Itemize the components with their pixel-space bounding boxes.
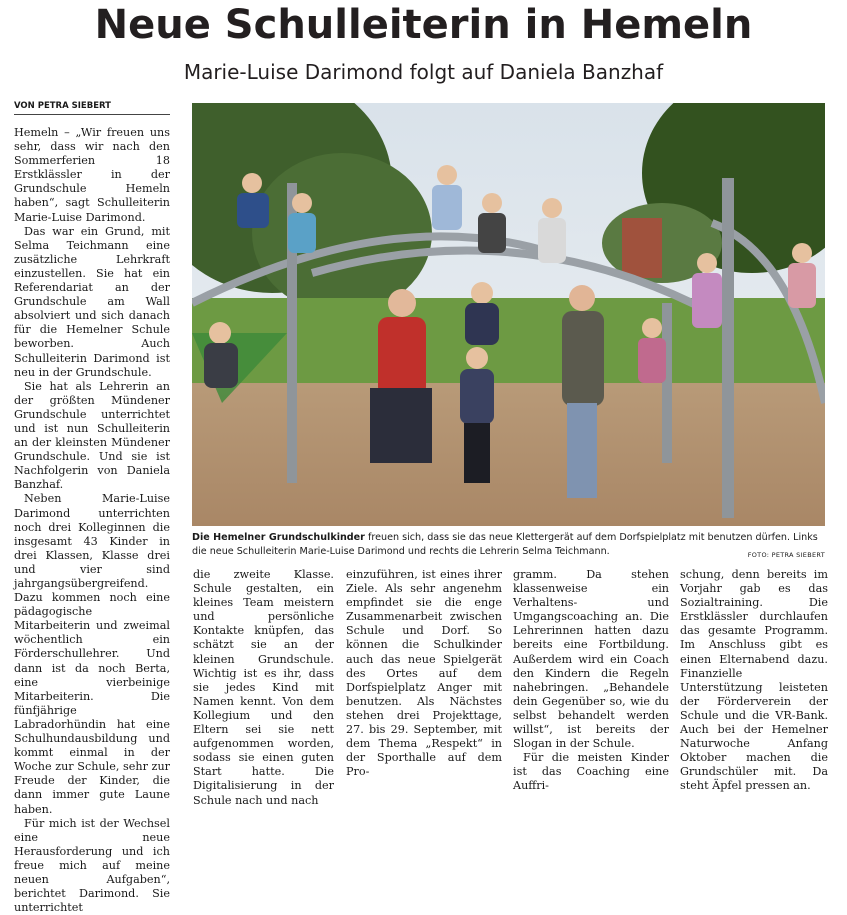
paragraph: Hemeln – „Wir freuen uns sehr, dass wir nach den Sommerferien 18 Erstklässler in der Grundschule Hemeln haben“, sagt Schulleiterin Marie-Luise Darimond. <box>14 126 170 224</box>
paragraph: Neben Marie-Luise Darimond unterrichten noch drei Kolleginnen die insgesamt 43 Kinder in drei Klassen, Klasse drei und vier sind jahrgangsübergreifend. Dazu kommen noch eine pädagogische Mitarbeiterin und zweimal wöchentlich ein Förderschullehrer. Und dann ist da noch Berta, eine vierbeinige Mitarbeiterin. Die fünfjährige Labradorhündin hat eine Schulhundausbildung und kommt einmal in der Woche zur Schule, sehr zur Freude der Kinder, die dann immer gute Laune haben. <box>14 492 170 816</box>
paragraph: Sie hat als Lehrerin an der größten Mündener Grundschule unterrichtet und ist nun Schulleiterin an der kleinsten Mündener Grundschule. Und sie ist Nachfolgerin von Daniela Banzhaf. <box>14 379 170 492</box>
article-column-4 <box>513 568 669 794</box>
paragraph: schung, denn bereits im Vorjahr gab es das Sozialtraining. Die Erstklässler durchlaufen das gesamte Programm. Im Anschluss gibt es einen Elternabend dazu. Finanzielle Unterstützung leisteten der Förderverein der Schule und die VR-Bank. Auch bei der Hemelner Naturwoche Anfang Oktober machen die Grundschüler mit. Da steht Äpfel pressen an. <box>680 568 828 793</box>
article-column-1 <box>14 126 170 915</box>
article-column-2 <box>193 568 334 808</box>
caption-lead: Die Hemelner Grundschulkinder <box>192 532 365 543</box>
paragraph: Für mich ist der Wechsel eine neue Herausforderung und ich freue mich auf meine neuen Aufgaben“, berichtet Darimond. Sie unterrichtet <box>14 816 170 915</box>
paragraph: gramm. Da stehen klassenweise ein Verhaltens- und Umgangscoaching an. Die Lehrerinnen hatten dazu bereits eine Fortbildung. Außerdem wird ein Coach den Kindern die Regeln nahebringen. „Behandele dein Gegenüber so, wie du selbst behandelt werden willst“, ist bereits der Slogan in der Schule. <box>513 568 669 751</box>
playground-photo <box>192 103 825 526</box>
paragraph: einzuführen, ist eines ihrer Ziele. Als sehr angenehm empfindet sie die enge Zusammenarbeit zwischen Schule und Dorf. So können die Schulkinder auch das neue Spielgerät des Ortes auf dem Dorfspielplatz Anger mit benutzen. Als Nächstes stehen drei Projekttage, 27. bis 29. September, mit dem Thema „Respekt“ in der Sporthalle auf dem Pro- <box>346 568 502 779</box>
article-column-3 <box>346 568 502 779</box>
caption-text: freuen sich, dass sie das neue Klettergerät auf dem Dorfspielplatz mit benutzen dürfen. Links die neue Schulleiterin Marie-Luise Darimond und rechts die Lehrerin Selma Teichmann. <box>192 532 818 557</box>
photo-credit: FOTO: PETRA SIEBERT <box>747 551 825 559</box>
paragraph: die zweite Klasse. Schule gestalten, ein kleines Team meistern und persönliche Kontakte knüpfen, das schätzt sie an der kleinen Grundschule. Wichtig ist es ihr, dass sie jedes Kind mit Namen kennt. Von dem Kollegium und den Eltern sei sie nett aufgenommen worden, sodass sie einen guten Start hatte. Die Digitalisierung in der Schule nach und nach <box>193 568 334 807</box>
article-column-5 <box>680 568 828 794</box>
paragraph: Für die meisten Kinder ist das Coaching eine Auffri- <box>513 751 669 793</box>
photo-caption <box>192 531 825 562</box>
subheadline: Marie-Luise Darimond folgt auf Daniela Banzhaf <box>183 60 664 84</box>
byline: VON PETRA SIEBERT <box>14 101 170 115</box>
headline: Neue Schulleiterin in Hemeln <box>94 2 753 48</box>
paragraph: Das war ein Grund, mit Selma Teichmann eine zusätzliche Lehrkraft einzustellen. Sie hat ein Referendariat an der Grundschule am Wall absolviert und sich danach für die Hemelner Schule beworben. Auch Schulleiterin Darimond ist neu in der Grundschule. <box>14 224 170 379</box>
photo-illustration <box>192 103 825 526</box>
